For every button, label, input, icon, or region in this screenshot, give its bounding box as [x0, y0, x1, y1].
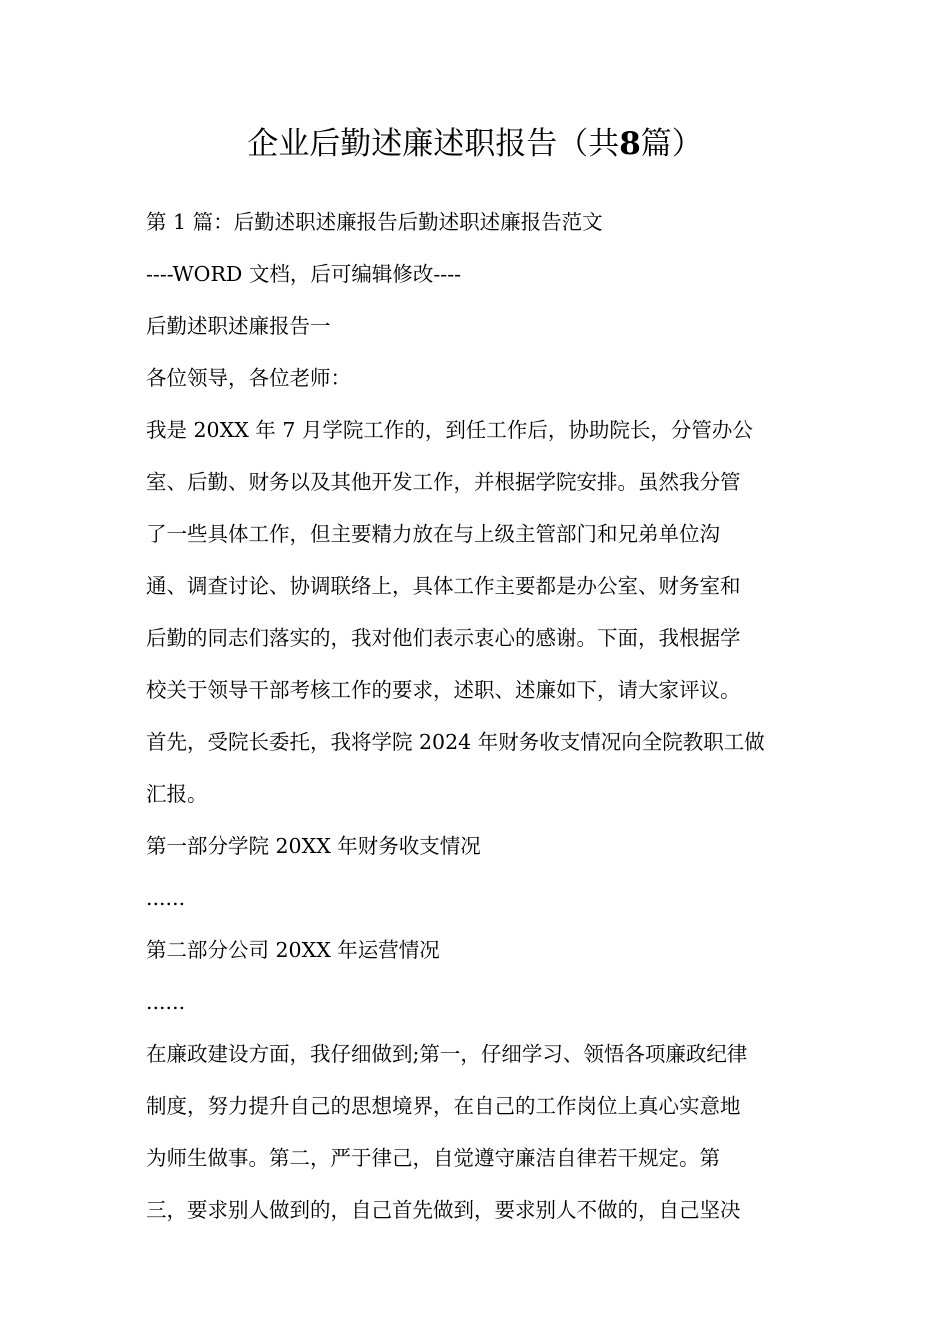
document-title — [0, 122, 950, 166]
ellipsis: ...... — [146, 990, 186, 1014]
section-heading-1: 第 1 篇：后勤述职述廉报告后勤述职述廉报告范文 — [146, 210, 603, 234]
paragraph-line: 在廉政建设方面，我仔细做到;第一，仔细学习、领悟各项廉政纪律 — [146, 1042, 748, 1066]
paragraph-line: 首先，受院长委托，我将学院 2024 年财务收支情况向全院教职工做 — [146, 730, 765, 754]
part-two-heading: 第二部分公司 20XX 年运营情况 — [146, 938, 440, 962]
paragraph-line: 了一些具体工作，但主要精力放在与上级主管部门和兄弟单位沟 — [146, 522, 720, 546]
paragraph-line: 制度，努力提升自己的思想境界，在自己的工作岗位上真心实意地 — [146, 1094, 741, 1118]
paragraph-line: 通、调查讨论、协调联络上，具体工作主要都是办公室、财务室和 — [146, 574, 741, 598]
format-note: ----WORD 文档，后可编辑修改---- — [146, 262, 462, 286]
title-number: 8 — [619, 126, 641, 162]
salutation: 各位领导，各位老师： — [146, 366, 351, 390]
paragraph-line: 校关于领导干部考核工作的要求，述职、述廉如下，请大家评议。 — [146, 678, 741, 702]
title-suffix: 篇） — [640, 126, 703, 162]
paragraph-line: 室、后勤、财务以及其他开发工作，并根据学院安排。虽然我分管 — [146, 470, 741, 494]
title-prefix: 企业后勤述廉述职报告（共 — [247, 126, 620, 162]
paragraph-line: 我是 20XX 年 7 月学院工作的，到任工作后，协助院长，分管办公 — [146, 418, 753, 442]
paragraph-line: 后勤的同志们落实的，我对他们表示衷心的感谢。下面，我根据学 — [146, 626, 741, 650]
paragraph-line: 三，要求别人做到的，自己首先做到，要求别人不做的，自己坚决 — [146, 1198, 741, 1222]
document-body — [146, 196, 811, 1236]
paragraph-line: 汇报。 — [146, 782, 208, 806]
paragraph-line: 为师生做事。第二，严于律己，自觉遵守廉洁自律若干规定。第 — [146, 1146, 720, 1170]
ellipsis: ...... — [146, 886, 186, 910]
report-subtitle: 后勤述职述廉报告一 — [146, 314, 331, 338]
part-one-heading: 第一部分学院 20XX 年财务收支情况 — [146, 834, 481, 858]
